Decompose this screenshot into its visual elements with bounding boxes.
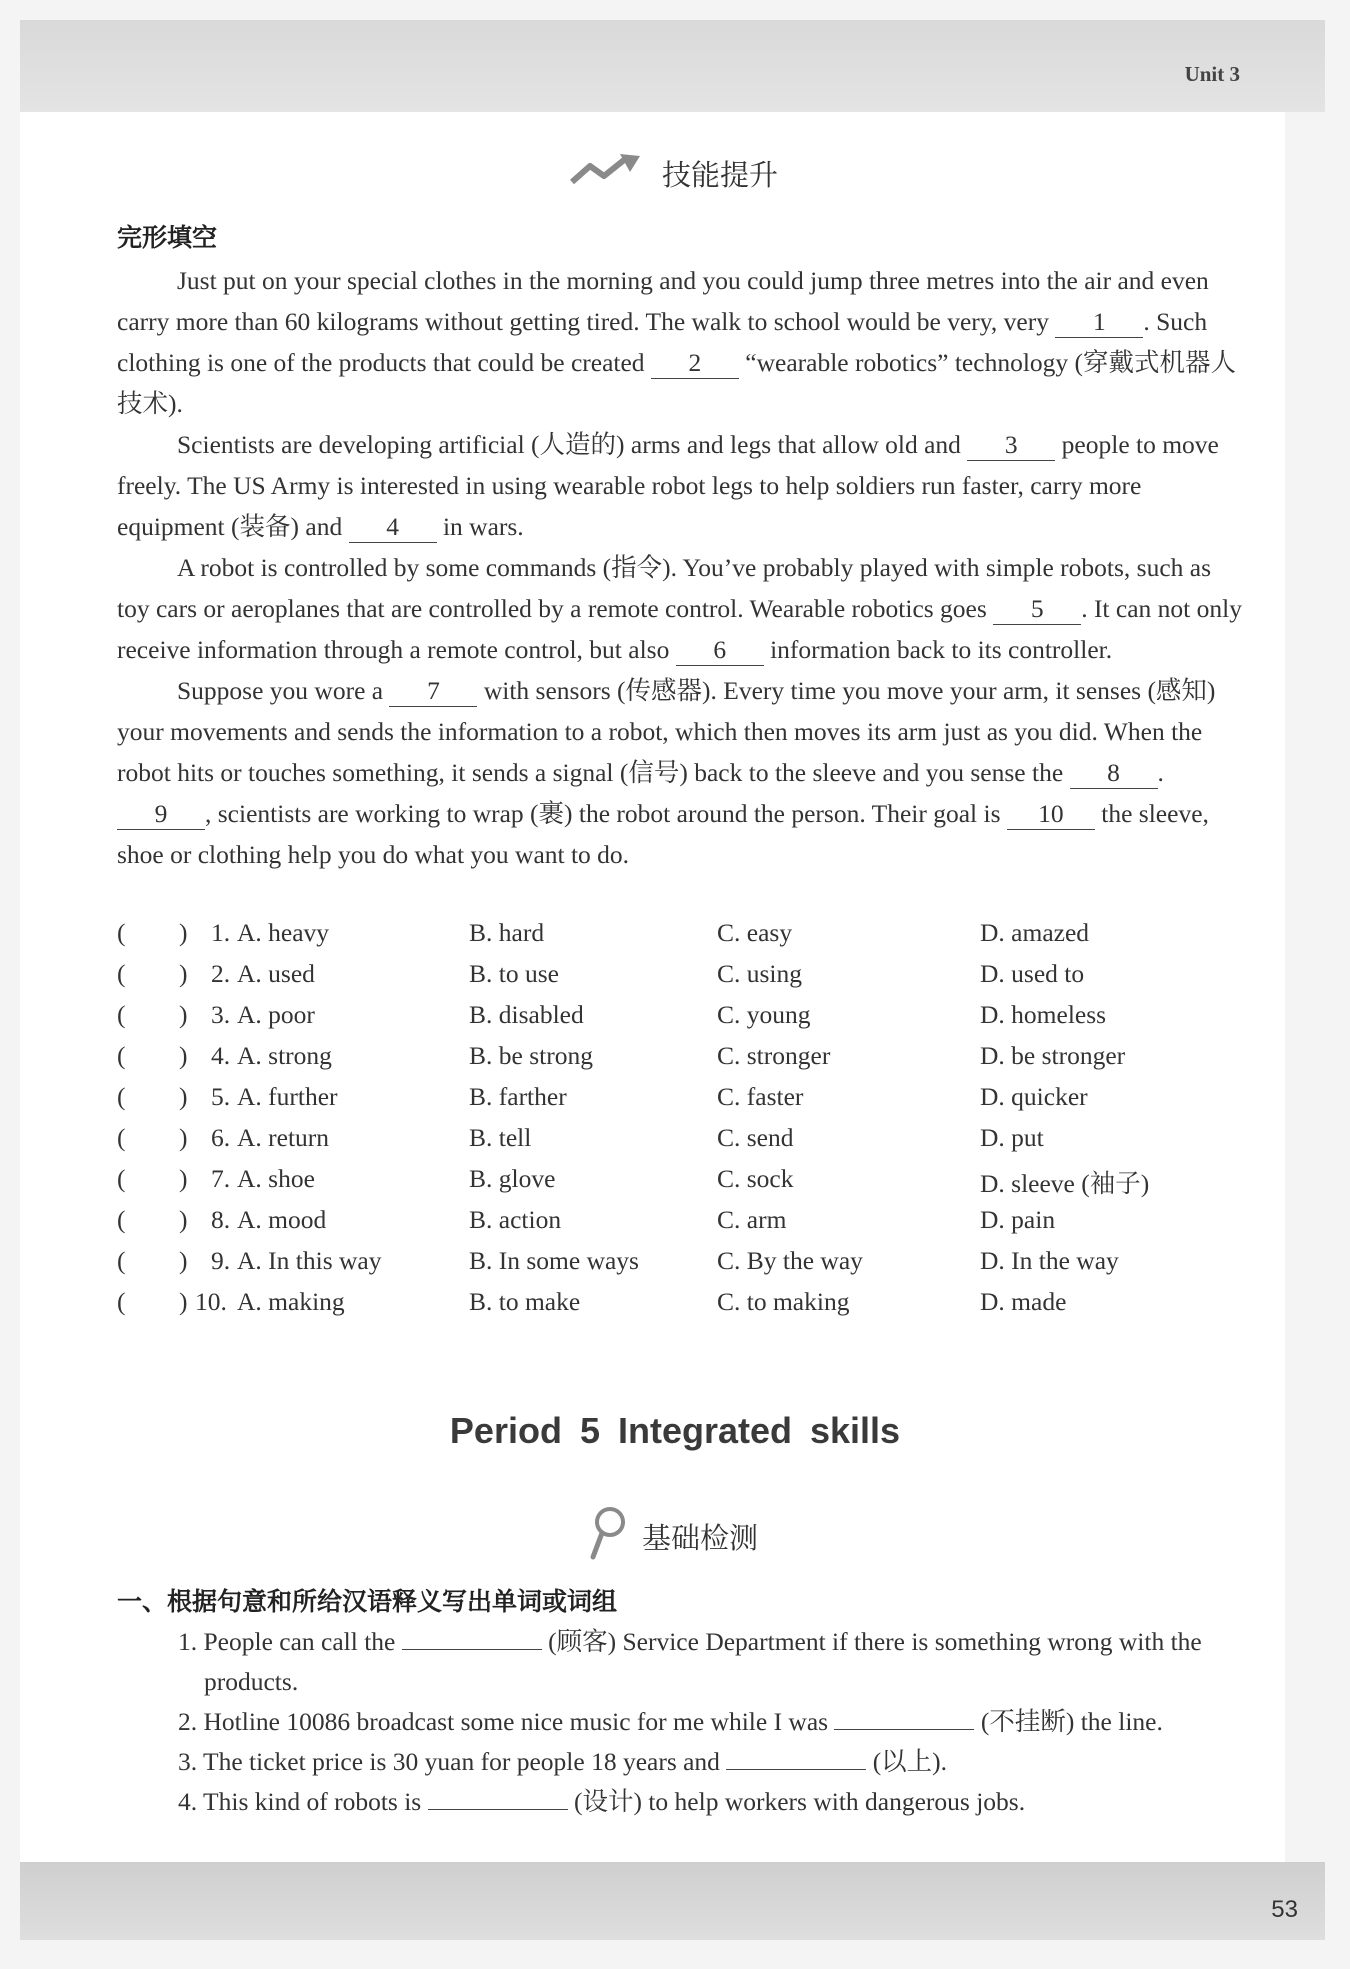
option-row bbox=[117, 959, 1247, 1000]
paragraph bbox=[117, 260, 1247, 424]
answer-paren-open: ( bbox=[117, 1082, 126, 1111]
exercise-list bbox=[178, 1622, 1248, 1822]
list-item bbox=[178, 1622, 1248, 1702]
text: 3. The ticket price is 30 yuan for people 18 years and bbox=[178, 1747, 727, 1776]
text: (设计) to help workers with dangerous jobs. bbox=[567, 1787, 1026, 1816]
option-row bbox=[117, 1082, 1247, 1123]
text: Just put on your special clothes in the morning and you could jump three metres into the air and even carry more than 60 kilograms without getting tired. The walk to school would be very, very bbox=[117, 266, 1209, 336]
answer-paren-open: ( bbox=[117, 1000, 126, 1029]
cloze-subtitle: 完形填空 bbox=[117, 223, 218, 252]
text: Scientists are developing artificial (人造的) arms and legs that allow old and bbox=[177, 430, 968, 459]
option-a: A. further bbox=[237, 1082, 338, 1111]
option-row bbox=[117, 1164, 1247, 1205]
question-number: 3. bbox=[211, 1000, 231, 1029]
option-c: C. arm bbox=[717, 1205, 787, 1234]
option-a: A. used bbox=[237, 959, 315, 988]
text: people to move freely. The US Army is interested in using wearable robot legs to help soldiers run faster, carry more equipment (装备) and bbox=[117, 430, 1219, 541]
answer-paren-open: ( bbox=[117, 1123, 126, 1152]
option-row bbox=[117, 1041, 1247, 1082]
option-d: D. used to bbox=[980, 959, 1085, 988]
text: A robot is controlled by some commands (指令). You’ve probably played with simple robots, such as toy cars or aeroplanes that are controlled by a remote control. Wearable robotics goes bbox=[117, 553, 1212, 623]
trend-arrow-icon bbox=[568, 152, 648, 195]
answer-paren-open: ( bbox=[117, 1205, 126, 1234]
text: in wars. bbox=[436, 512, 524, 541]
text: the sleeve, shoe or clothing help you do what you want to do. bbox=[117, 799, 1209, 869]
blank-2: 2 bbox=[651, 348, 739, 379]
skills-title: 技能提升 bbox=[662, 158, 779, 192]
option-d: D. be stronger bbox=[980, 1041, 1126, 1070]
answer-paren-close: ) bbox=[179, 1287, 188, 1316]
skills-heading bbox=[568, 152, 778, 195]
question-number: 1. bbox=[211, 918, 231, 947]
option-b: B. glove bbox=[469, 1164, 556, 1193]
basic-title: 基础检测 bbox=[642, 1521, 759, 1555]
blank-3: 3 bbox=[967, 430, 1055, 461]
option-d: D. amazed bbox=[980, 918, 1090, 947]
basic-heading bbox=[588, 1505, 758, 1568]
option-a: A. heavy bbox=[237, 918, 330, 947]
list-item bbox=[178, 1702, 1248, 1742]
option-c: C. send bbox=[717, 1123, 794, 1152]
question-number: 2. bbox=[211, 959, 231, 988]
option-a: A. strong bbox=[237, 1041, 332, 1070]
answer-blank[interactable] bbox=[402, 1625, 542, 1650]
option-d: D. quicker bbox=[980, 1082, 1088, 1111]
answer-paren-close: ) bbox=[179, 918, 188, 947]
option-c: C. stronger bbox=[717, 1041, 831, 1070]
exercise-instruction: 一、根据句意和所给汉语释义写出单词或词组 bbox=[117, 1587, 618, 1616]
option-a: A. mood bbox=[237, 1205, 327, 1234]
text: (以上). bbox=[866, 1747, 948, 1776]
text: “wearable robotics” technology (穿戴式机器人技术). bbox=[117, 348, 1237, 418]
option-b: B. to make bbox=[469, 1287, 581, 1316]
option-d: D. sleeve (袖子) bbox=[980, 1169, 1150, 1198]
option-b: B. In some ways bbox=[469, 1246, 639, 1275]
footer-band bbox=[20, 1862, 1325, 1940]
answer-paren-close: ) bbox=[179, 1205, 188, 1234]
question-number: 5. bbox=[211, 1082, 231, 1111]
option-d: D. homeless bbox=[980, 1000, 1107, 1029]
answer-paren-close: ) bbox=[179, 959, 188, 988]
option-c: C. young bbox=[717, 1000, 811, 1029]
text: 4. This kind of robots is bbox=[178, 1787, 428, 1816]
answer-paren-open: ( bbox=[117, 918, 126, 947]
text: , scientists are working to wrap (裹) the robot around the person. Their goal is bbox=[205, 799, 1007, 828]
answer-paren-close: ) bbox=[179, 1041, 188, 1070]
answer-paren-open: ( bbox=[117, 959, 126, 988]
blank-8: 8 bbox=[1070, 758, 1158, 789]
question-number: 6. bbox=[211, 1123, 231, 1152]
option-b: B. be strong bbox=[469, 1041, 593, 1070]
option-c: C. faster bbox=[717, 1082, 804, 1111]
answer-blank[interactable] bbox=[834, 1705, 974, 1730]
option-c: C. easy bbox=[717, 918, 793, 947]
question-number: 9. bbox=[211, 1246, 231, 1275]
paragraph bbox=[117, 670, 1247, 875]
text: with sensors (传感器). Every time you move your arm, it senses (感知) your movements and sends the information to a robot, which then moves its arm just as you did. When the robot hits or touches something, it sends a signal (信号) back to the sleeve and you sense the bbox=[117, 676, 1216, 787]
option-row bbox=[117, 1287, 1247, 1328]
answer-paren-close: ) bbox=[179, 1123, 188, 1152]
blank-6: 6 bbox=[676, 635, 764, 666]
blank-4: 4 bbox=[349, 512, 437, 543]
text: . Such clothing is one of the products that could be created bbox=[117, 307, 1208, 377]
blank-7: 7 bbox=[389, 676, 477, 707]
option-d: D. put bbox=[980, 1123, 1044, 1152]
option-c: C. By the way bbox=[717, 1246, 863, 1275]
option-b: B. action bbox=[469, 1205, 562, 1234]
cloze-passage bbox=[117, 260, 1247, 875]
blank-9: 9 bbox=[117, 799, 205, 830]
question-number: 8. bbox=[211, 1205, 231, 1234]
option-b: B. hard bbox=[469, 918, 545, 947]
answer-paren-close: ) bbox=[179, 1000, 188, 1029]
question-number: 7. bbox=[211, 1164, 231, 1193]
text: information back to its controller. bbox=[763, 635, 1113, 664]
answer-paren-open: ( bbox=[117, 1041, 126, 1070]
magnifier-icon bbox=[588, 1505, 628, 1568]
option-row bbox=[117, 1246, 1247, 1287]
question-number: 10. bbox=[195, 1287, 227, 1316]
answer-paren-close: ) bbox=[179, 1246, 188, 1275]
option-row bbox=[117, 1123, 1247, 1164]
option-a: A. return bbox=[237, 1123, 330, 1152]
list-item bbox=[178, 1742, 1248, 1782]
question-number: 4. bbox=[211, 1041, 231, 1070]
option-c: C. using bbox=[717, 959, 803, 988]
option-d: D. pain bbox=[980, 1205, 1056, 1234]
period-title: Period 5 Integrated skills bbox=[449, 1410, 901, 1451]
page-number: 53 bbox=[1271, 1896, 1298, 1923]
text: 1. People can call the bbox=[178, 1627, 402, 1656]
list-item bbox=[178, 1782, 1248, 1822]
answer-paren-close: ) bbox=[179, 1164, 188, 1193]
text: Suppose you wore a bbox=[177, 676, 390, 705]
answer-paren-open: ( bbox=[117, 1164, 126, 1193]
option-b: B. to use bbox=[469, 959, 559, 988]
paragraph bbox=[117, 547, 1247, 670]
text: (不挂断) the line. bbox=[974, 1707, 1163, 1736]
option-b: B. farther bbox=[469, 1082, 567, 1111]
option-a: A. making bbox=[237, 1287, 345, 1316]
option-b: B. disabled bbox=[469, 1000, 584, 1029]
blank-5: 5 bbox=[993, 594, 1081, 625]
text: . It can not only receive information through a remote control, but also bbox=[117, 594, 1242, 664]
answer-paren-open: ( bbox=[117, 1246, 126, 1275]
answer-blank[interactable] bbox=[428, 1785, 568, 1810]
option-d: D. made bbox=[980, 1287, 1067, 1316]
option-d: D. In the way bbox=[980, 1246, 1119, 1275]
answer-paren-open: ( bbox=[117, 1287, 126, 1316]
answer-options bbox=[117, 918, 1247, 1328]
option-b: B. tell bbox=[469, 1123, 532, 1152]
text: 2. Hotline 10086 broadcast some nice music for me while I was bbox=[178, 1707, 835, 1736]
paragraph bbox=[117, 424, 1247, 547]
blank-1: 1 bbox=[1055, 307, 1143, 338]
answer-blank[interactable] bbox=[726, 1745, 866, 1770]
text: (顾客) Service Department if there is something wrong with the products. bbox=[204, 1627, 1202, 1696]
option-a: A. poor bbox=[237, 1000, 315, 1029]
option-c: C. to making bbox=[717, 1287, 850, 1316]
blank-10: 10 bbox=[1007, 799, 1095, 830]
answer-paren-close: ) bbox=[179, 1082, 188, 1111]
option-a: A. shoe bbox=[237, 1164, 315, 1193]
unit-label: Unit 3 bbox=[1184, 62, 1240, 86]
option-c: C. sock bbox=[717, 1164, 794, 1193]
option-row bbox=[117, 1205, 1247, 1246]
option-row bbox=[117, 1000, 1247, 1041]
option-row bbox=[117, 918, 1247, 959]
option-a: A. In this way bbox=[237, 1246, 382, 1275]
text: . bbox=[1157, 758, 1164, 787]
header-band bbox=[20, 20, 1325, 112]
